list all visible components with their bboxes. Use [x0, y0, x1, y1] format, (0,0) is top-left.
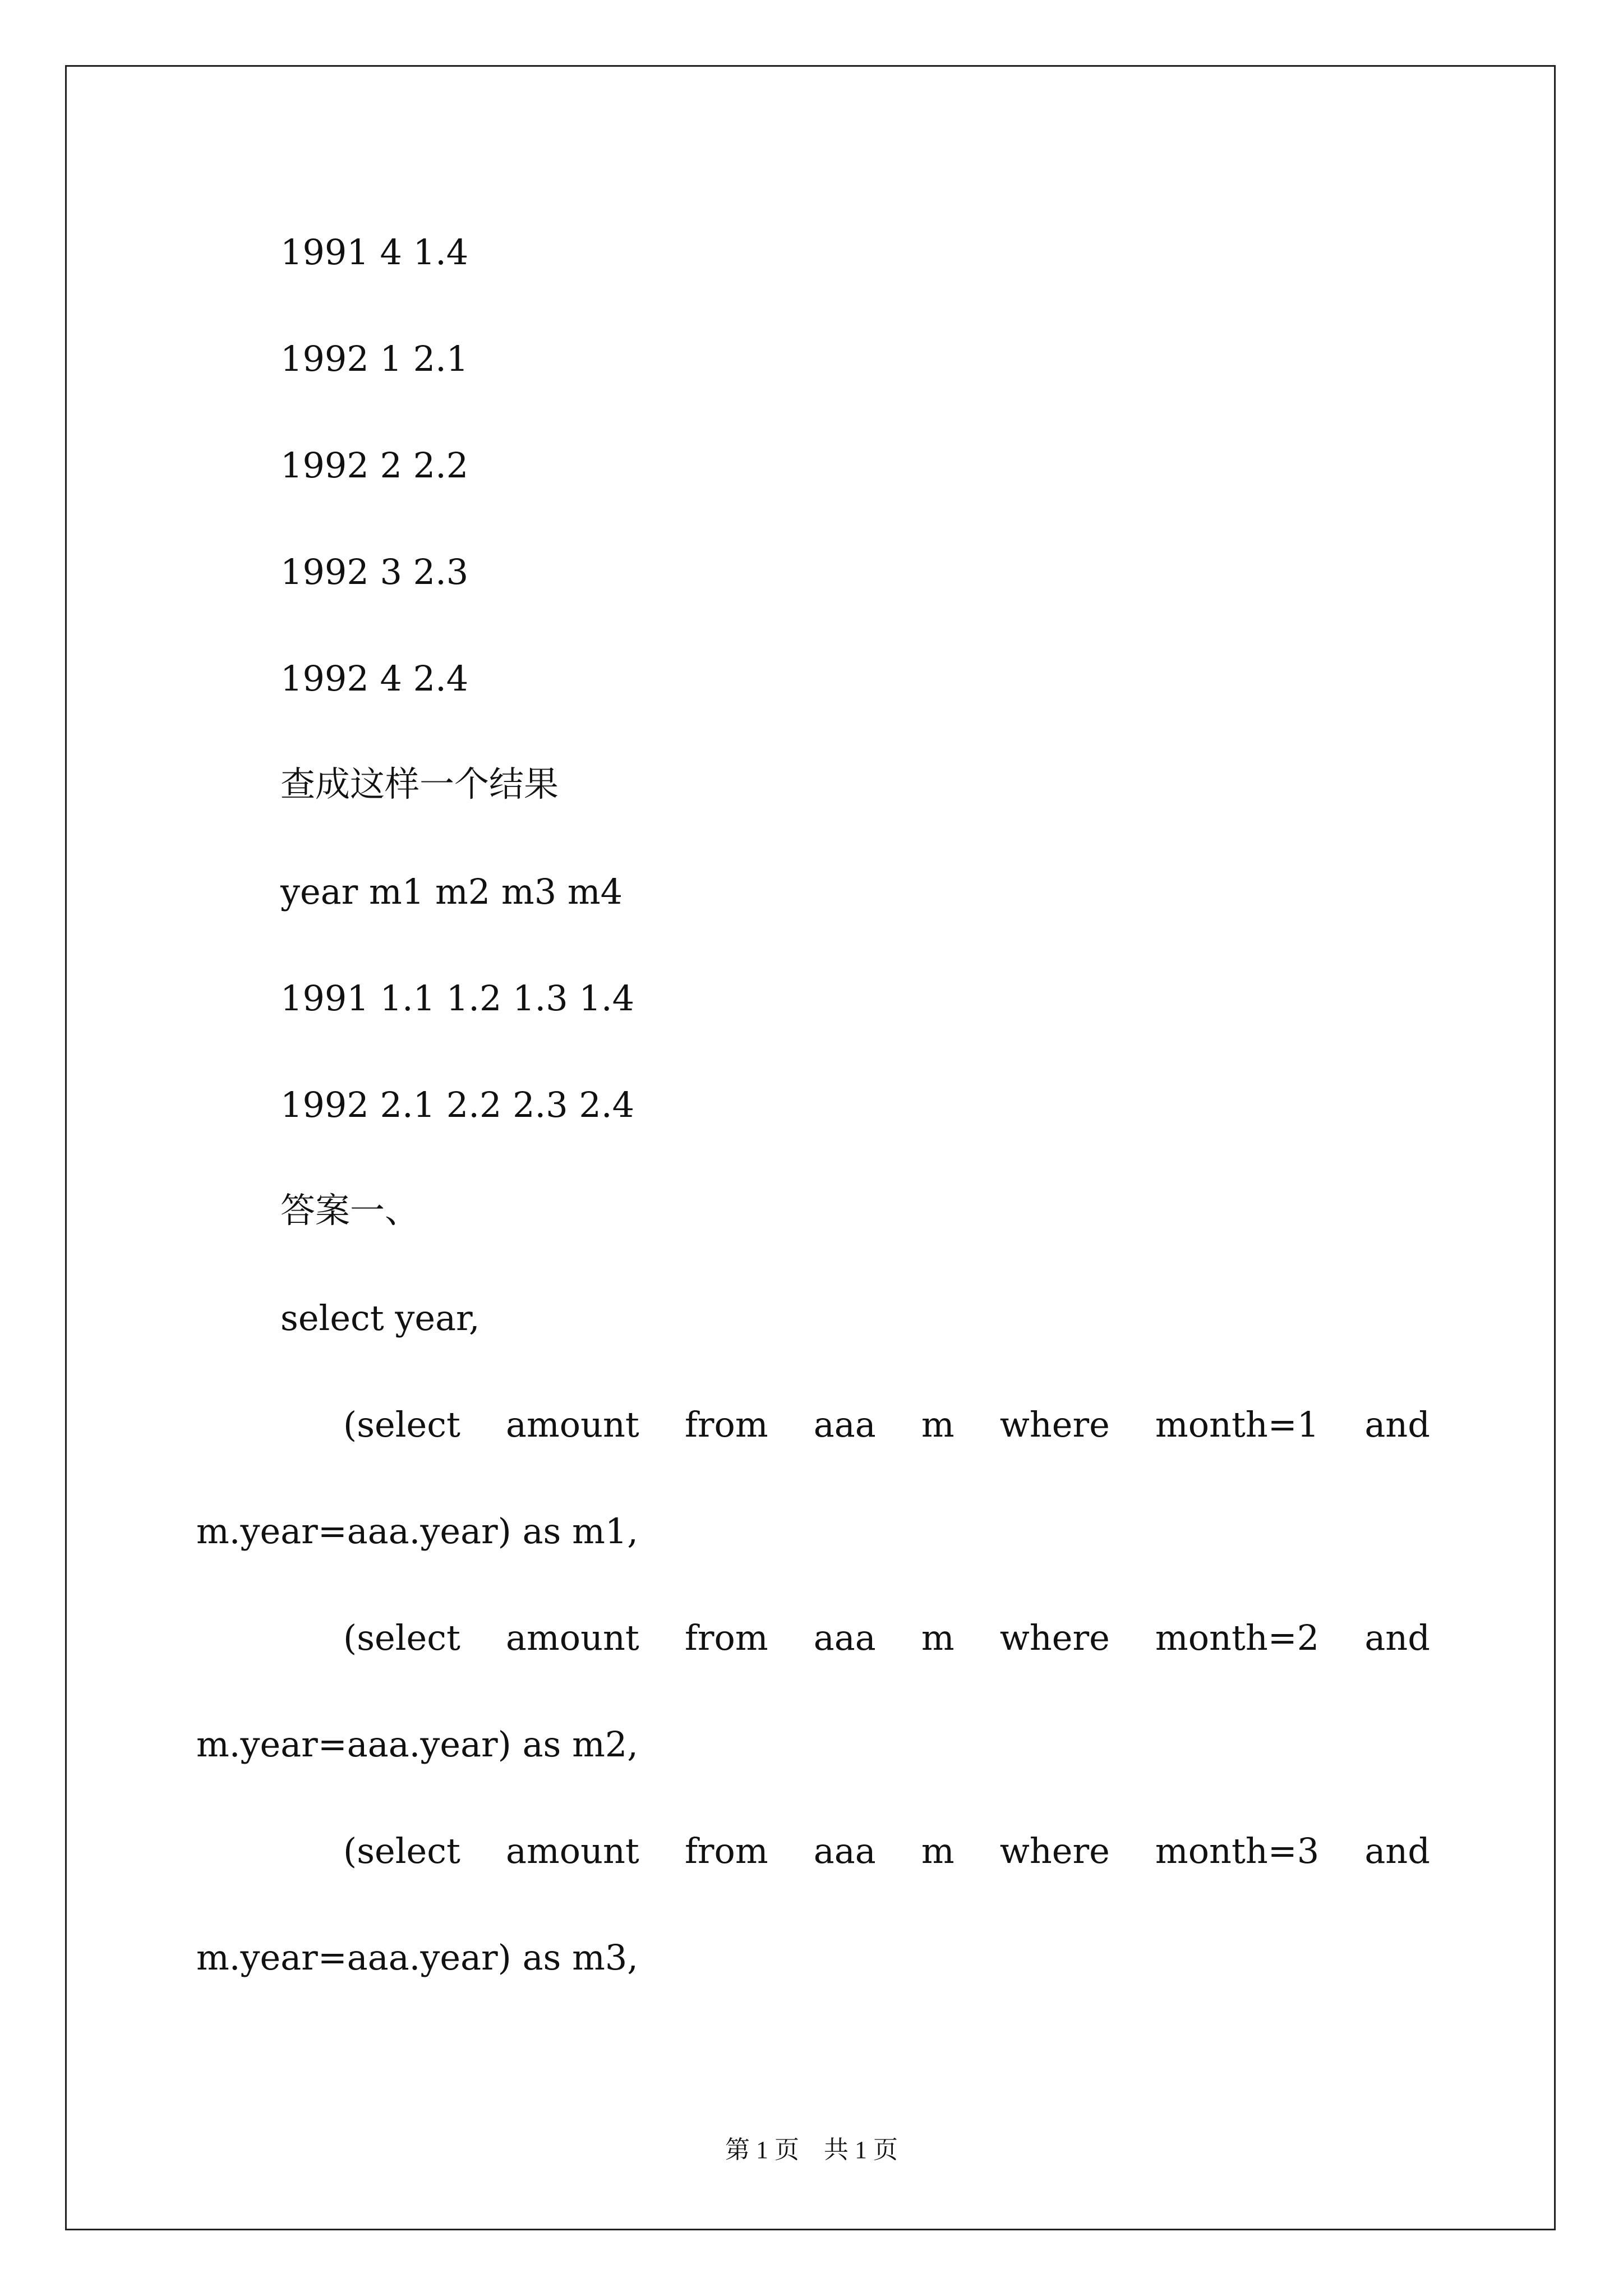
sql-word: and [1364, 1617, 1430, 1658]
sql-word: (select [343, 1830, 460, 1871]
data-row-1992-q3: 1992 3 2.3 [280, 551, 469, 592]
answer-heading: 答案一、 [280, 1190, 420, 1231]
sql-word: aaa [813, 1617, 876, 1658]
result-row-1992: 1992 2.1 2.2 2.3 2.4 [280, 1084, 635, 1125]
sql-word: month=1 [1155, 1404, 1320, 1445]
sql-word: amount [505, 1617, 639, 1658]
sql-word: m [921, 1830, 955, 1871]
sql-word: from [684, 1617, 768, 1658]
sql-word: m [921, 1617, 955, 1658]
sql-subquery-m1 [343, 1402, 1430, 1447]
data-row-1991-q4: 1991 4 1.4 [280, 232, 469, 273]
result-intro: 查成这样一个结果 [280, 763, 559, 804]
sql-word: and [1364, 1830, 1430, 1871]
sql-subquery-m3 [343, 1829, 1430, 1874]
data-row-1992-q1: 1992 1 2.1 [280, 338, 469, 379]
sql-word: where [999, 1404, 1110, 1445]
sql-select-year: select year, [280, 1297, 480, 1338]
sql-word: amount [505, 1830, 639, 1871]
result-header: year m1 m2 m3 m4 [280, 871, 623, 912]
sql-subquery-m3-continuation: m.year=aaa.year) as m3, [196, 1937, 639, 1978]
sql-word: (select [343, 1617, 460, 1658]
sql-word: from [684, 1830, 768, 1871]
page-border [65, 65, 1556, 2230]
sql-word: from [684, 1404, 768, 1445]
sql-word: aaa [813, 1830, 876, 1871]
sql-word: (select [343, 1404, 460, 1445]
sql-word: where [999, 1617, 1110, 1658]
page-number-footer: 第 1 页 共 1 页 [725, 2136, 898, 2164]
sql-word: where [999, 1830, 1110, 1871]
data-row-1992-q4: 1992 4 2.4 [280, 658, 469, 699]
sql-subquery-m1-continuation: m.year=aaa.year) as m1, [196, 1511, 639, 1552]
sql-subquery-m2-continuation: m.year=aaa.year) as m2, [196, 1724, 639, 1765]
sql-word: m [921, 1404, 955, 1445]
sql-word: aaa [813, 1404, 876, 1445]
result-row-1991: 1991 1.1 1.2 1.3 1.4 [280, 978, 635, 1019]
sql-word: amount [505, 1404, 639, 1445]
data-row-1992-q2: 1992 2 2.2 [280, 445, 469, 486]
sql-word: and [1364, 1404, 1430, 1445]
sql-word: month=2 [1155, 1617, 1320, 1658]
sql-subquery-m2 [343, 1616, 1430, 1660]
sql-word: month=3 [1155, 1830, 1320, 1871]
